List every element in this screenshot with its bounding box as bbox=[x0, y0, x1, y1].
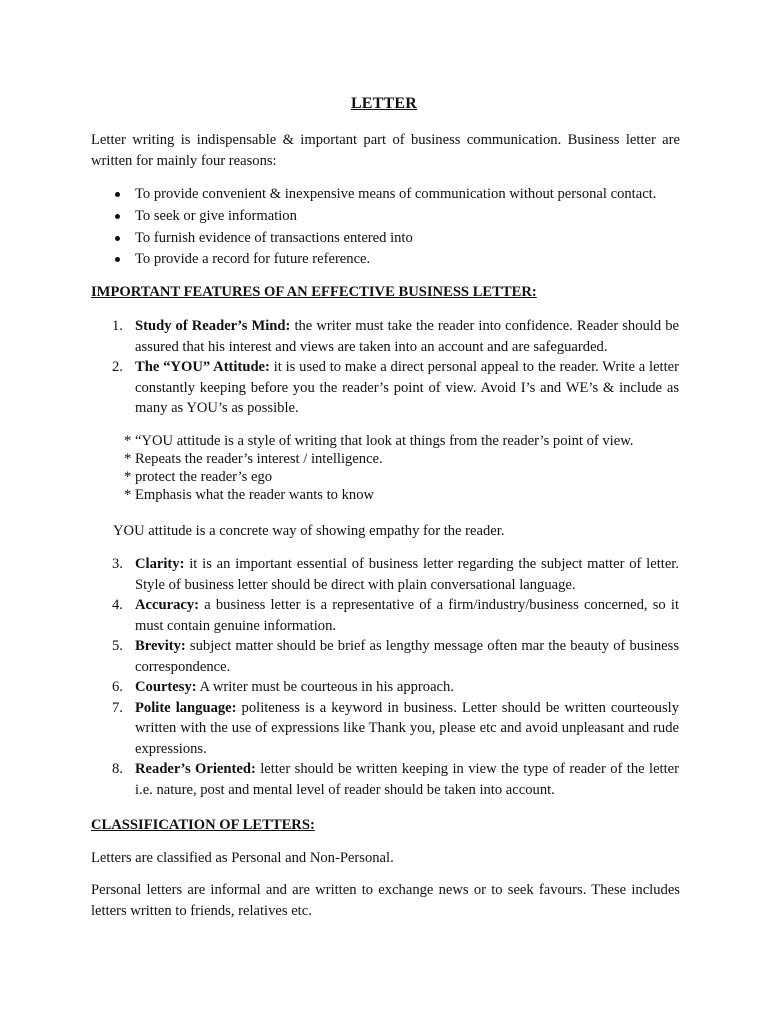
personal-letters-paragraph: Personal letters are informal and are written to exchange news or to seek favours. These includes letters written to friends, relatives etc. bbox=[91, 882, 680, 919]
list-item: 3. Clarity: it is an important essential of business letter regarding the subject matter of letter. Style of business letter should be direct with plain conversational language. bbox=[112, 556, 679, 593]
features-list-b bbox=[91, 554, 679, 800]
intro-paragraph: Letter writing is indispensable & important part of business communication. Business letter are written for mainly four reasons: bbox=[91, 132, 680, 169]
classification-heading: CLASSIFICATION OF LETTERS: bbox=[91, 817, 315, 833]
list-item: 2. The “YOU” Attitude: it is used to make a direct personal appeal to the reader. Write a letter constantly keeping before you the reader’s point of view. Avoid I’s and WE’s & include as many as YOU’s as possible. bbox=[112, 359, 680, 416]
list-item: 4. Accuracy: a business letter is a representative of a firm/industry/business concerned, so it must contain genuine information. bbox=[112, 597, 679, 634]
you-attitude-summary: YOU attitude is a concrete way of showing empathy for the reader. bbox=[113, 523, 505, 539]
list-item: * protect the reader’s ego bbox=[124, 469, 273, 485]
list-item: 5. Brevity: subject matter should be brief as lengthy message often mar the beauty of business correspondence. bbox=[112, 638, 679, 675]
features-heading: IMPORTANT FEATURES OF AN EFFECTIVE BUSINESS LETTER: bbox=[91, 284, 537, 300]
list-item: To provide a record for future reference. bbox=[91, 249, 691, 271]
list-item: 8. Reader’s Oriented: letter should be written keeping in view the type of reader of the letter i.e. nature, post and mental level of reader should be taken into account. bbox=[112, 761, 679, 798]
list-item: To seek or give information bbox=[91, 206, 691, 228]
list-item: To provide convenient & inexpensive means of communication without personal contact. bbox=[91, 184, 691, 206]
features-list-a bbox=[91, 316, 679, 419]
page-title: LETTER bbox=[350, 95, 418, 112]
list-item: 1. Study of Reader’s Mind: the writer must take the reader into confidence. Reader should be assured that his interest and views are taken into an account and are safeguarded. bbox=[112, 318, 679, 355]
bullet-icon bbox=[115, 236, 120, 241]
bullet-icon bbox=[115, 257, 120, 262]
list-item: * Repeats the reader’s interest / intelligence. bbox=[124, 451, 383, 467]
you-attitude-points bbox=[124, 432, 633, 504]
classification-intro: Letters are classified as Personal and Non-Personal. bbox=[91, 850, 394, 866]
list-item: 6. Courtesy: A writer must be courteous in his approach. bbox=[112, 679, 454, 695]
list-item: * “YOU attitude is a style of writing that look at things from the reader’s point of view. bbox=[124, 433, 634, 449]
bullet-icon bbox=[115, 192, 120, 197]
list-item: 7. Polite language: politeness is a keyword in business. Letter should be written courteously written with the use of expressions like Thank you, please etc and avoid unpleasant and rude expressions. bbox=[112, 699, 679, 757]
list-item: To furnish evidence of transactions entered into bbox=[91, 228, 691, 250]
list-item: * Emphasis what the reader wants to know bbox=[124, 487, 375, 503]
bullet-icon bbox=[115, 214, 120, 219]
reasons-list bbox=[91, 184, 691, 271]
